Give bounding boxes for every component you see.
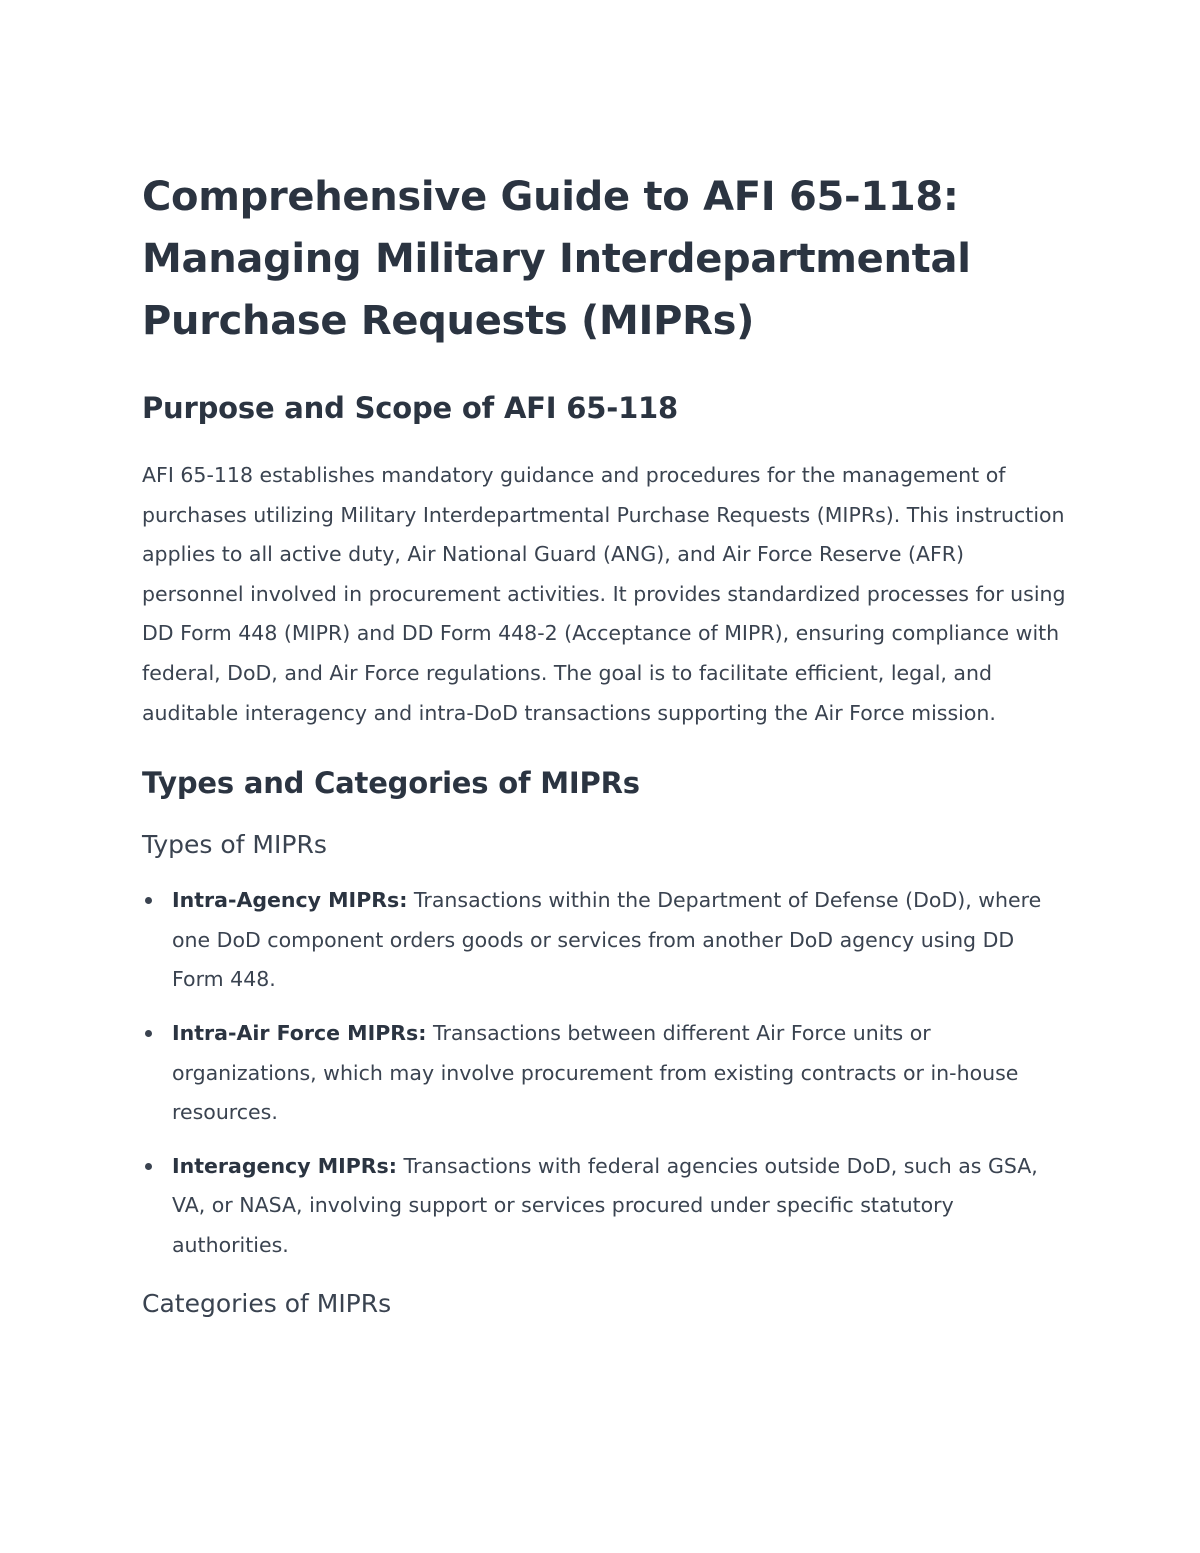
purpose-paragraph: AFI 65-118 establishes mandatory guidance and procedures for the management of purchases utilizing Military Interdepartmental Purchase Requests (MIPRs). This instruction applies to all active duty, Air National Guard (ANG), and Air Force Reserve (AFR) personnel involved in procurement activities. It provides standardized processes for using DD Form 448 (MIPR) and DD Form 448-2 (Acceptance of MIPR), ensuring compliance with federal, DoD, and Air Force regulations. The goal is to facilitate efficient, legal, and auditable interagency and intra-DoD transactions supporting the Air Force mission.	[142, 463, 1066, 725]
document-title: Comprehensive Guide to AFI 65-118: Managing Military Interdepartmental Purchase Requests (MIPRs)	[142, 174, 971, 344]
subheading-types: Types of MIPRs	[142, 830, 327, 860]
list-item	[142, 881, 1072, 1000]
list-item-description: Transactions within the Department of Defense (DoD), where one DoD component orders goods or services from another DoD agency using DD Form 448.	[172, 888, 1042, 992]
section-heading-purpose: Purpose and Scope of AFI 65-118	[142, 391, 679, 425]
document-page	[142, 166, 1072, 1322]
bullet-icon	[145, 1030, 152, 1037]
subheading-categories: Categories of MIPRs	[142, 1288, 392, 1318]
list-item	[142, 1147, 1072, 1266]
list-item-term: Intra-Agency MIPRs:	[172, 888, 408, 913]
types-list	[142, 881, 1072, 1265]
list-item-description: Transactions with federal agencies outside DoD, such as GSA, VA, or NASA, involving support or services procured under specific statutory authorities.	[172, 1153, 1038, 1257]
list-item	[142, 1014, 1072, 1133]
bullet-icon	[145, 1163, 152, 1170]
list-item-term: Interagency MIPRs:	[172, 1153, 397, 1178]
bullet-icon	[145, 897, 152, 904]
section-heading-types-categories: Types and Categories of MIPRs	[142, 766, 640, 801]
list-item-term: Intra-Air Force MIPRs:	[172, 1020, 427, 1045]
list-item-description: Transactions between different Air Force units or organizations, which may involve procurement from existing contracts or in-house resources.	[172, 1020, 1019, 1125]
